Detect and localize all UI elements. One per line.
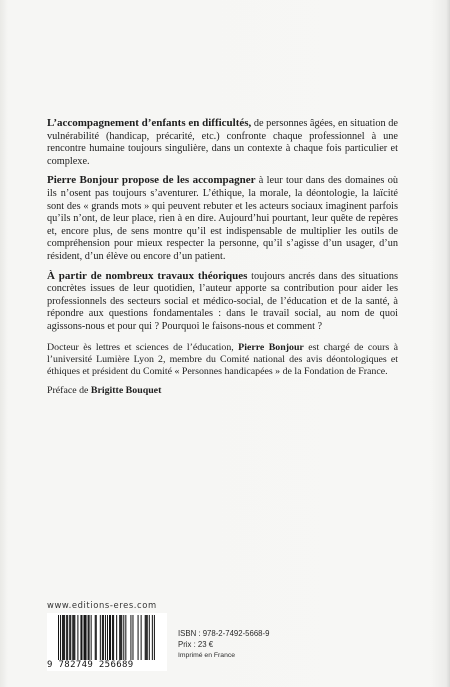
paragraph-lead: À partir de nombreux travaux théoriques [47,269,248,282]
author-bio [47,342,398,398]
barcode [47,613,167,671]
isbn: ISBN : 978-2-7492-5668-9 [178,629,270,638]
barcode-bars [47,613,167,660]
paragraph-text: de personnes âgées, en situation de vulnérabilité (handicap, précarité, etc.) confronte chaque professionnel à une rencontre humaine toujours singulière, dans un contexte à chaque fois particulier et complexe. [47,118,398,167]
paragraph-lead: Pierre Bonjour propose de les accompagner [47,174,256,187]
book-info [178,628,269,661]
printed-in: Imprimé en France [178,652,236,659]
paragraph-3 [47,270,398,334]
blurb [47,117,398,404]
paragraph-2 [47,174,398,263]
author-name: Pierre Bonjour [238,341,304,353]
preface-line [47,385,398,397]
paragraph-lead: L’accompagnement d’enfants en difficultés, [47,117,252,129]
bio-paragraph [47,342,398,379]
preface-label: Préface de [47,385,91,397]
paragraph-1 [47,117,398,168]
price: Prix : 23 € [178,640,214,649]
bio-after: est chargé de cours à l’université Lumière Lyon 2, membre du Comité national des avis déontologiques et éthiques et président du Comité « Personnes handicapées » de la Fondation de France. [47,341,399,377]
paragraph-text: à leur tour dans des domaines où ils n’osent pas toujours s’aventurer. L’éthique, la morale, la déontologie, la laïcité sont des « grands mots » qui peuvent rebuter et les acteurs sociaux imaginent parfois qu’ils n’ont, de leur place, rien à en dire. Aujourd’hui pourtant, leur quête de repères et, encore plus, de sens montre qu’il est indispensable de multiplier les outils de compréhension pour mieux respecter la personne, qu’il s’agisse d’un usager, d’un résident, d’un élève ou encore d’un patient. [47,175,398,262]
paragraph-text: toujours ancrés dans des situations concrètes issues de leur quotidien, l’auteur apporte sa contribution pour aider les professionnels des secteurs social et médico-social, de l’éducation et de la santé, à répondre aux questions fondamentales : dans le travail social, au nom de quoi agissons-nous et pour qui ? Pourquoi le faisons-nous et comment ? [47,270,398,332]
bio-before: Docteur ès lettres et sciences de l’éducation, [47,341,239,353]
preface-author: Brigitte Bouquet [90,385,162,397]
barcode-digits: 9 782749 256689 [47,660,167,671]
publisher-website: www.editions-eres.com [47,600,157,610]
